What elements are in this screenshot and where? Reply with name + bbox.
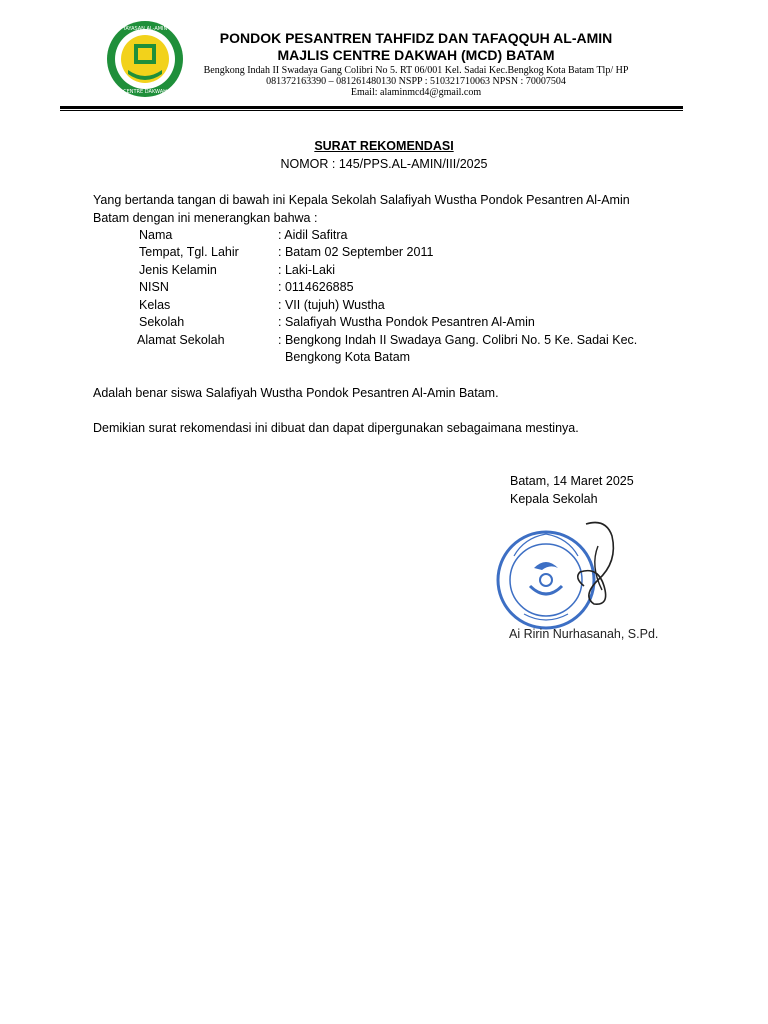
intro-line-2: Batam dengan ini menerangkan bahwa : (93, 210, 318, 225)
intro-paragraph (93, 192, 653, 227)
svg-text:CENTRE DAKWAH: CENTRE DAKWAH (123, 89, 167, 95)
letter-number: NOMOR : 145/PPS.AL-AMIN/III/2025 (280, 157, 488, 171)
field-label-gender: Jenis Kelamin (139, 263, 217, 277)
address-line-2: 081372163390 – 081261480130 NSPP : 510321710063 NPSN : 70007504 (266, 76, 566, 87)
institution-title: PONDOK PESANTREN TAHFIDZ DAN TAFAQQUH AL-AMIN (219, 30, 613, 46)
field-value-gender: : Laki-Laki (278, 263, 335, 277)
school-logo (104, 20, 186, 98)
place-date: Batam, 14 Maret 2025 (510, 474, 634, 488)
institution-subtitle: MAJLIS CENTRE DAKWAH (MCD) BATAM (277, 47, 555, 63)
field-label-nama: Nama (139, 228, 173, 242)
field-value-sekolah: : Salafiyah Wustha Pondok Pesantren Al-Amin (278, 315, 535, 329)
field-value-nama: : Aidil Safitra (278, 228, 348, 242)
field-value-alamat-cont: Bengkong Kota Batam (285, 350, 411, 364)
signer-name: Ai Ririn Nurhasanah, S.Pd. (509, 627, 659, 641)
school-stamp-with-signature (494, 516, 634, 640)
letter-title: SURAT REKOMENDASI (314, 139, 454, 153)
field-value-ttl: : Batam 02 September 2011 (278, 245, 434, 259)
field-value-alamat: : Bengkong Indah II Swadaya Gang. Colibri No. 5 Ke. Sadai Kec. (278, 333, 638, 347)
field-label-sekolah: Sekolah (139, 315, 185, 329)
field-label-nisn: NISN (139, 280, 169, 294)
svg-text:YAYASAN AL-AMIN: YAYASAN AL-AMIN (122, 26, 168, 32)
header-rule-thick (60, 106, 683, 109)
closing-paragraph: Demikian surat rekomendasi ini dibuat dan dapat dipergunakan sebagaimana mestinya. (93, 421, 579, 435)
field-value-nisn: : 0114626885 (278, 280, 354, 294)
signer-position: Kepala Sekolah (510, 492, 598, 506)
address-line-1: Bengkong Indah II Swadaya Gang Colibri No 5. RT 06/001 Kel. Sadai Kec.Bengkog Kota Batam Tlp/ HP (203, 65, 629, 76)
address-email: Email: alaminmcd4@gmail.com (350, 87, 482, 98)
header-rule-thin (60, 110, 683, 111)
field-label-kelas: Kelas (139, 298, 171, 312)
statement-paragraph: Adalah benar siswa Salafiyah Wustha Pondok Pesantren Al-Amin Batam. (93, 386, 499, 400)
field-label-ttl: Tempat, Tgl. Lahir (139, 245, 239, 259)
field-label-alamat: Alamat Sekolah (137, 333, 225, 347)
intro-line-1: Yang bertanda tangan di bawah ini Kepala Sekolah Salafiyah Wustha Pondok Pesantren Al-Amin (93, 193, 630, 207)
field-value-kelas: : VII (tujuh) Wustha (278, 298, 385, 312)
